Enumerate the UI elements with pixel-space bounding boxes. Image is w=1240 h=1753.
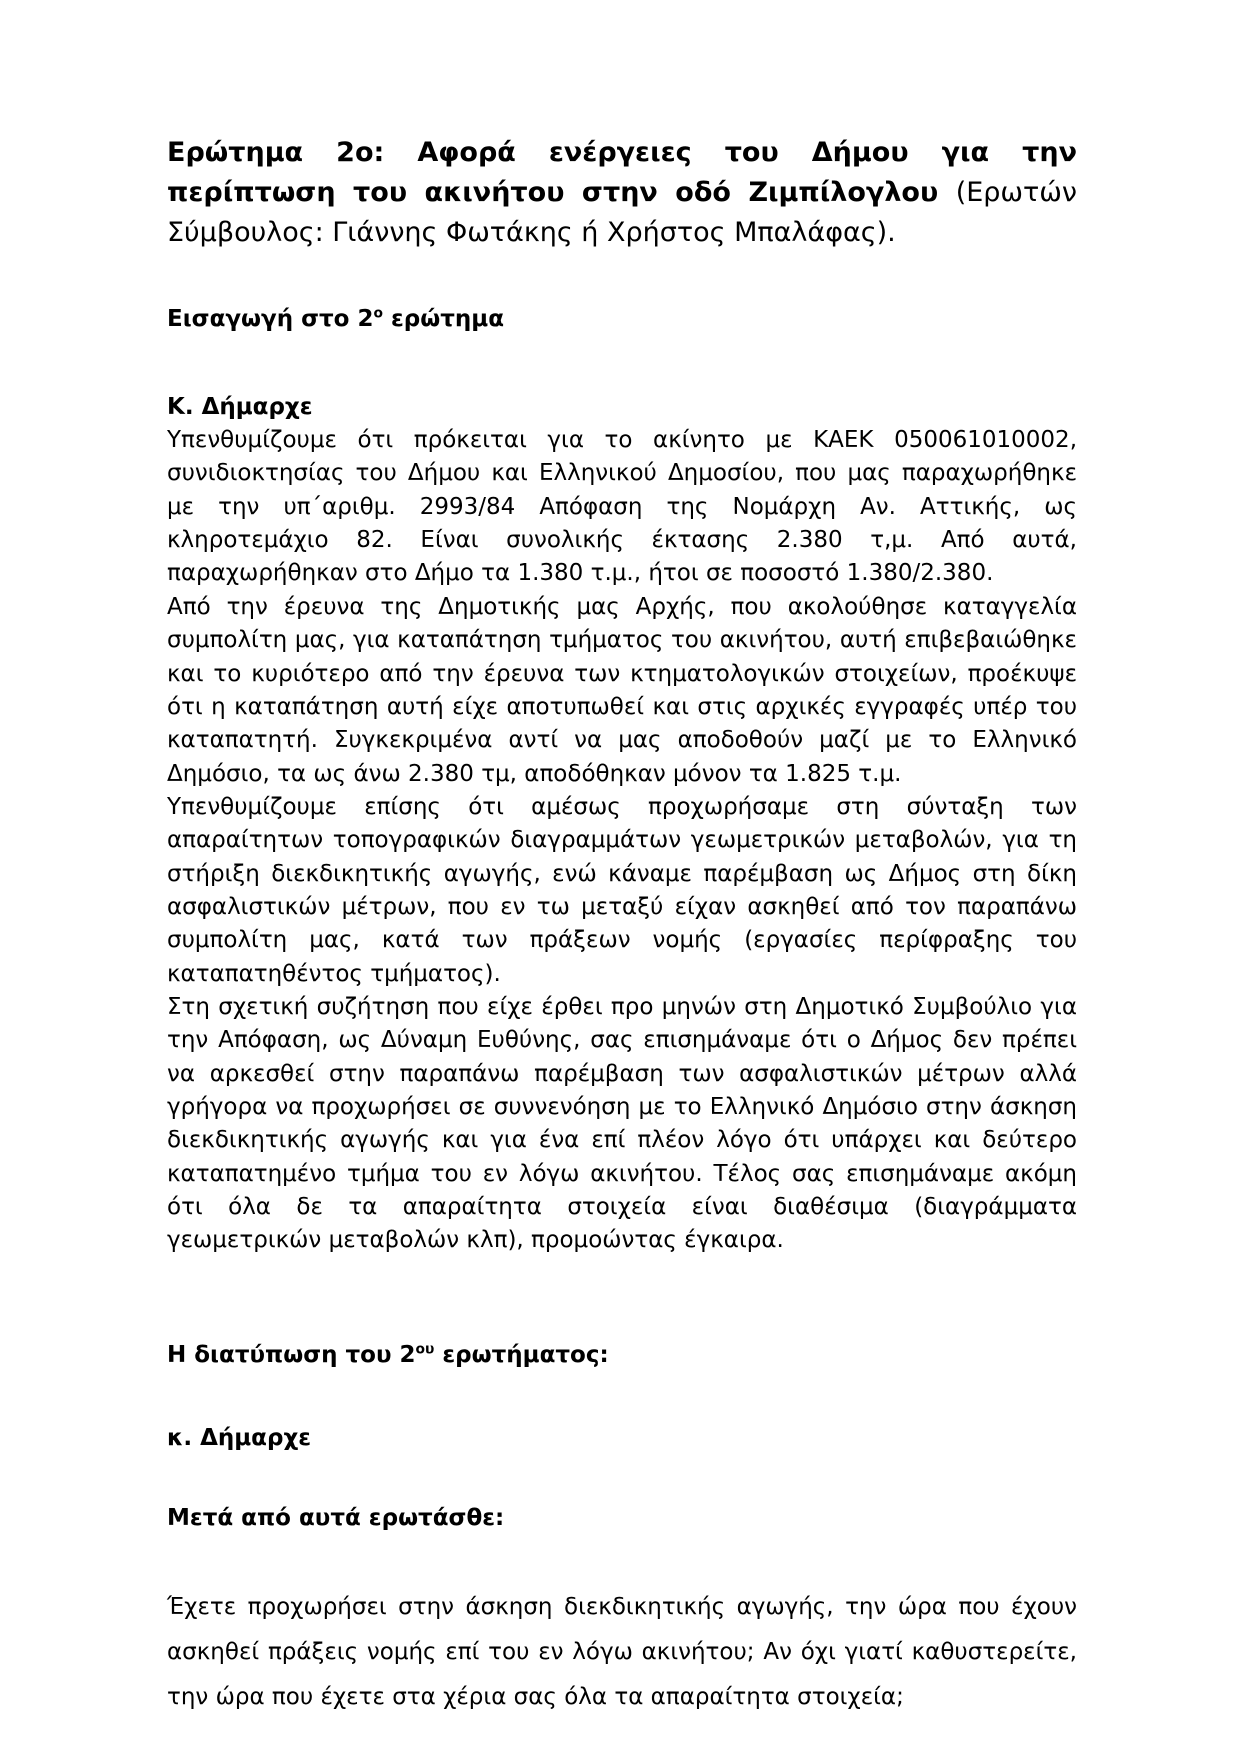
- document-title-regular-text: (Ερωτών Σύμβουλος: Γιάννης Φωτάκης ή Χρήστος Μπαλάφας).: [167, 176, 1077, 248]
- body-paragraph-council-discussion: Στη σχετική συζήτηση που είχε έρθει προ μηνών στη Δημοτικό Συμβούλιο για την Απόφαση, ως Δύναμη Ευθύνης, σας επισημάναμε ότι ο Δήμος δεν πρέπει να αρκεσθεί στην παραπάνω παρέμβαση των ασφαλιστικών μέτρων αλλά γρήγορα να προχωρήσει σε συννενόηση με το Ελληνικό Δημόσιο στην άσκηση διεκδικητικής αγωγής και για ένα επί πλέον λόγο ότι υπάρχει και δεύτερο καταπατημένο τμήμα του εν λόγω ακινήτου. Τέλος σας επισημάναμε ακόμη ότι όλα δε τα απαραίτητα στοιχεία είναι διαθέσιμα (διαγράμματα γεωμετρικών μεταβολών κλπ), προμοώντας έγκαιρα.: [167, 993, 1077, 1254]
- question-text: Έχετε προχωρήσει στην άσκηση διεκδικητικής αγωγής, την ώρα που έχουν ασκηθεί πράξεις νομής επί του εν λόγω ακινήτου; Αν όχι γιατί καθυστερείτε, την ώρα που έχετε στα χέρια σας όλα τα απαραίτητα στοιχεία;: [167, 1594, 1077, 1710]
- prompt-heading: Μετά από αυτά ερωτάσθε:: [167, 1505, 505, 1532]
- salutation-question: κ. Δήμαρχε: [167, 1424, 312, 1451]
- document-title: [167, 133, 1077, 253]
- question-heading-superscript: ου: [415, 1341, 435, 1358]
- intro-heading-text: Εισαγωγή στο 2: [167, 305, 374, 332]
- body-paragraph-topographic-actions: Υπενθυμίζουμε επίσης ότι αμέσως προχωρήσαμε στη σύνταξη των απαραίτητων τοπογραφικών διαγραμμάτων γεωμετρικών μεταβολών, για τη στήριξη διεκδικητικής αγωγής, ενώ κάναμε παρέμβαση ως Δήμος στη δίκη ασφαλιστικών μέτρων, που εν τω μεταξύ είχαν ασκηθεί από τον παραπάνω συμπολίτη μας, κατά των πράξεων νομής (εργασίες περίφραξης του καταπατηθέντος τμήματος).: [167, 793, 1077, 987]
- body-paragraph-property-description: Υπενθυμίζουμε ότι πρόκειται για το ακίνητο με ΚΑΕΚ 050061010002, συνιδιοκτησίας του Δήμου και Ελληνικού Δημοσίου, που μας παραχωρήθηκε με την υπ΄αριθμ. 2993/84 Απόφαση της Νομάρχη Αν. Αττικής, ως κληροτεμάχιο 82. Είναι συνολικής έκτασης 2.380 τ,μ. Από αυτά, παραχωρήθηκαν στο Δήμο τα 1.380 τ.μ., ήτοι σε ποσοστό 1.380/2.380.: [167, 427, 1077, 587]
- intro-heading-superscript: ο: [373, 305, 383, 322]
- salutation-intro: Κ. Δήμαρχε: [167, 393, 313, 420]
- question-heading-text-after: ερωτήματος:: [434, 1341, 609, 1368]
- question-heading: [167, 1342, 1077, 1368]
- body-paragraph-encroachment-finding: Από την έρευνα της Δημοτικής μας Αρχής, που ακολούθησε καταγγελία συμπολίτη μας, για καταπάτηση τμήματος του ακινήτου, αυτή επιβεβαιώθηκε και το κυριότερο από την έρευνα των κτηματολογικών στοιχείων, προέκυψε ότι η καταπάτηση αυτή είχε αποτυπωθεί και στις αρχικές εγγραφές υπέρ του καταπατητή. Συγκεκριμένα αντί να μας αποδοθούν μαζί με το Ελληνικό Δημόσιο, τα ως άνω 2.380 τμ, αποδόθηκαν μόνον τα 1.825 τ.μ.: [167, 593, 1077, 787]
- intro-heading: [167, 305, 1077, 335]
- intro-heading-text-after: ερώτημα: [382, 305, 505, 332]
- document-title-bold-text: Ερώτημα 2ο: Αφορά ενέργειες του Δήμου για την περίπτωση του ακινήτου στην οδό Ζιμπίλογλου: [167, 137, 1077, 208]
- question-heading-text: Η διατύπωση του 2: [167, 1341, 416, 1368]
